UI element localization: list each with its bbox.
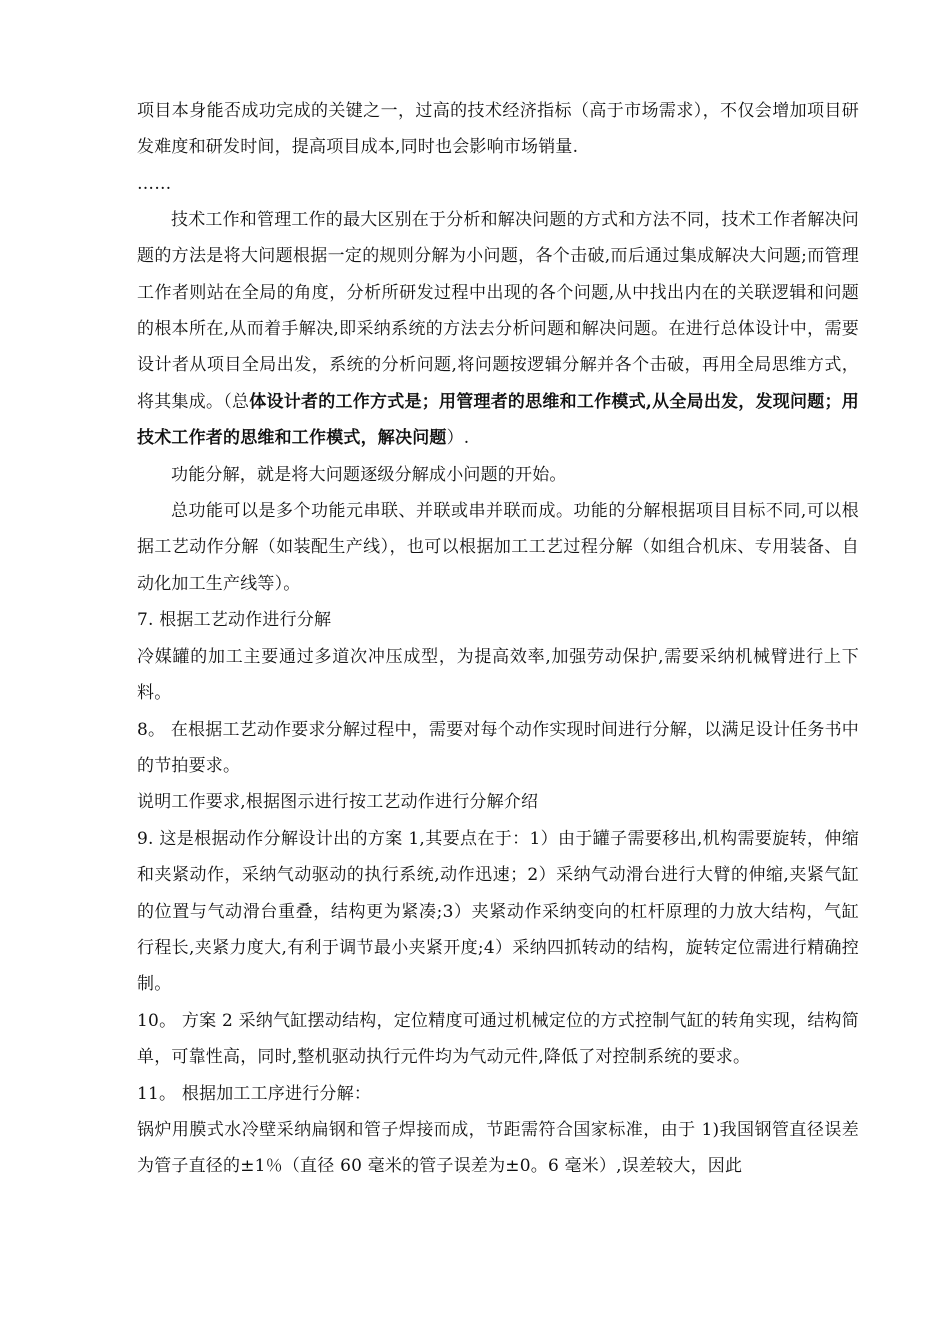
paragraph-1: 项目本身能否成功完成的关键之一，过高的技术经济指标（高于市场需求），不仅会增加项目研发难度和研发时间，提高项目成本,同时也会影响市场销量. bbox=[137, 101, 859, 158]
heading-11: 11。 根据加工工序进行分解： bbox=[137, 1083, 372, 1104]
paragraph-refrigerant-can: 冷媒罐的加工主要通过多道次冲压成型，为提高效率,加强劳动保护,需要采纳机械臂进行上下料。 bbox=[137, 646, 859, 704]
paragraph-management bbox=[137, 202, 859, 457]
paragraph-8: 8。 在根据工艺动作要求分解过程中，需要对每个动作实现时间进行分解，以满足设计任务书中的节拍要求。 bbox=[137, 719, 859, 776]
paragraph-management-text: 技术工作和管理工作的最大区别在于分析和解决问题的方式和方法不同，技术工作者解决问题的方法是将大问题根据一定的规则分解为小问题，各个击破,而后通过集成解决大问题;而管理工作者则站在全局的角度，分析所研发过程中出现的各个问题,从中找出内在的关联逻辑和问题的根本所在,从而着手解决,即采纳系统的方法去分析问题和解决问题。在进行总体设计中，需要设计者从项目全局出发，系统的分析问题,将问题按逻辑分解并各个击破，再用全局思维方式，将其集成。（总 bbox=[137, 209, 859, 412]
paragraph-function-decomposition: 功能分解，就是将大问题逐级分解成小问题的开始。 bbox=[171, 464, 567, 485]
paragraph-boiler: 锅炉用膜式水冷壁采纳扁钢和管子焊接而成，节距需符合国家标准，由于 1)我国钢管直径误差为管子直径的±1％（直径 60 毫米的管子误差为±0。6 毫米）,误差较大，因此 bbox=[137, 1119, 859, 1177]
heading-7: 7. 根据工艺动作进行分解 bbox=[137, 610, 332, 631]
paragraph-management-end: ）. bbox=[446, 428, 470, 449]
paragraph-management-bold: 体设计者的工作方式是；用管理者的思维和工作模式,从全局出发，发现问题；用技术工作者的思维和工作模式，解决问题 bbox=[137, 391, 859, 449]
paragraph-description: 说明工作要求,根据图示进行按工艺动作进行分解介绍 bbox=[137, 792, 539, 813]
ellipsis-line: …… bbox=[137, 173, 172, 194]
document-page bbox=[137, 93, 859, 1185]
paragraph-10: 10。 方案 2 采纳气缸摆动结构，定位精度可通过机械定位的方式控制气缸的转角实现，结构简单，可靠性高，同时,整机驱动执行元件均为气动元件,降低了对控制系统的要求。 bbox=[137, 1010, 859, 1068]
paragraph-total-function: 总功能可以是多个功能元串联、并联或串并联而成。功能的分解根据项目目标不同,可以根据工艺动作分解（如装配生产线），也可以根据加工工艺过程分解（如组合机床、专用装备、自动化加工生产线等）。 bbox=[137, 501, 859, 594]
paragraph-9: 9. 这是根据动作分解设计出的方案 1,其要点在于：1）由于罐子需要移出,机构需要旋转，伸缩和夹紧动作，采纳气动驱动的执行系统,动作迅速；2）采纳气动滑台进行大臂的伸缩,夹紧气缸的位置与气动滑台重叠，结构更为紧凑;3）夹紧动作采纳变向的杠杆原理的力放大结构，气缸行程长,夹紧力度大,有利于调节最小夹紧开度;4）采纳四抓转动的结构，旋转定位需进行精确控制。 bbox=[137, 828, 859, 995]
